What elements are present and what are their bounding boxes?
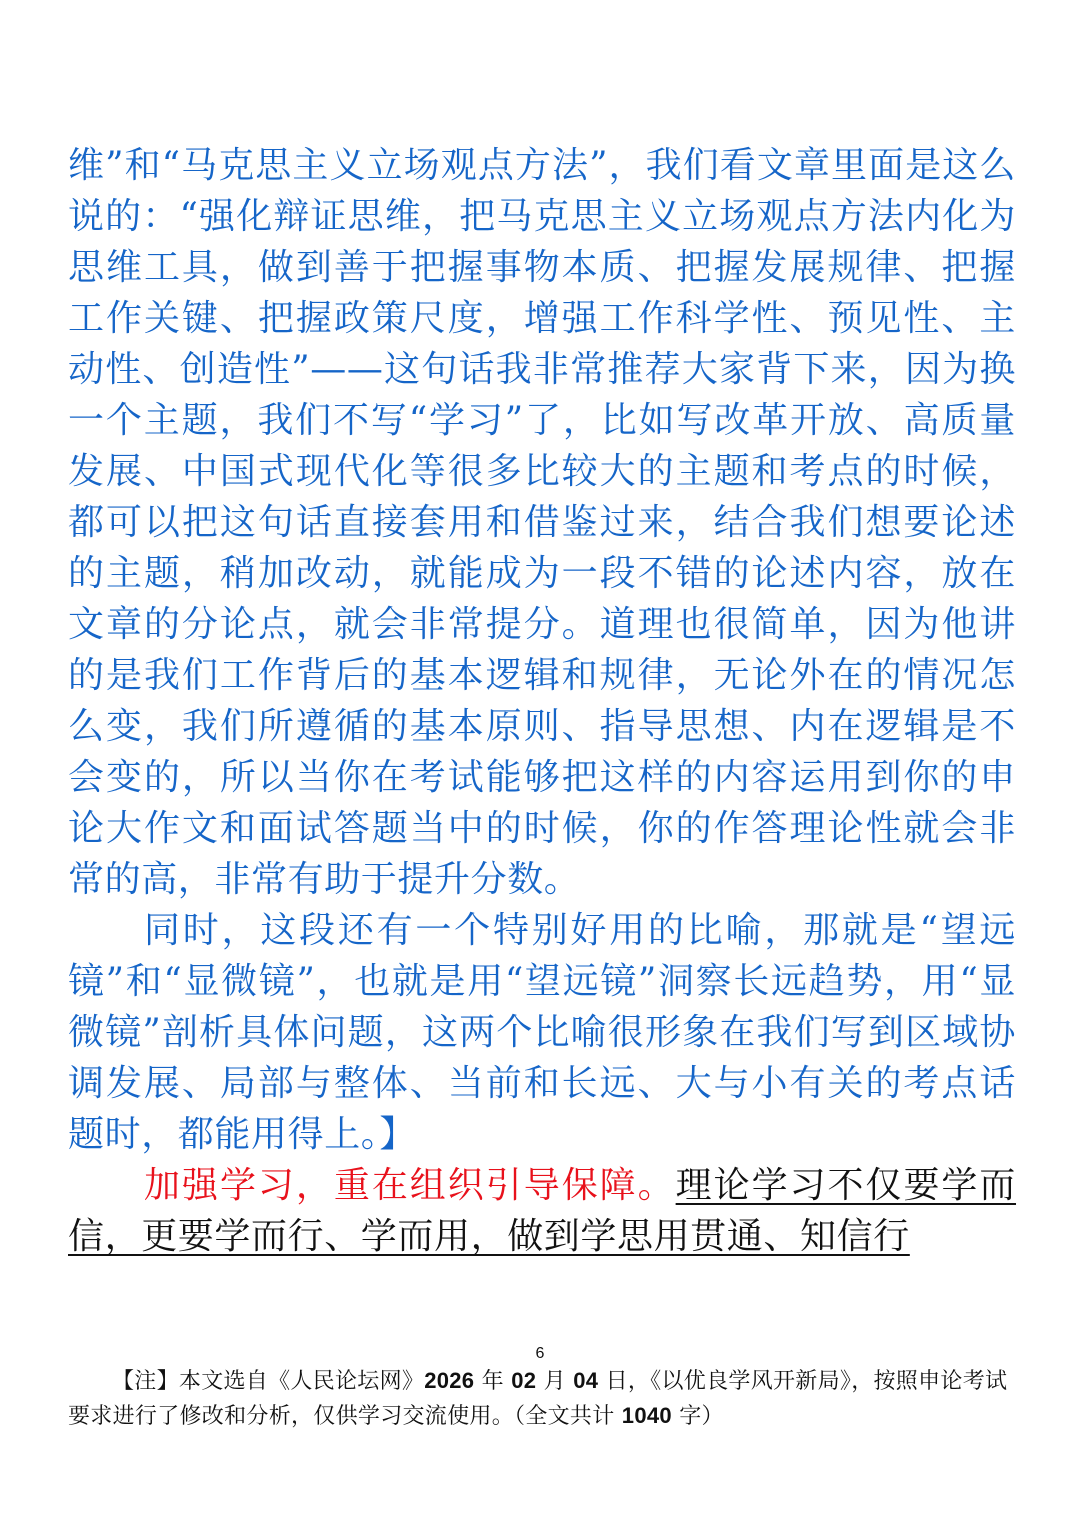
commentary-paragraph-1: 维”和“马克思主义立场观点方法”，我们看文章里面是这么说的：“强化辩证思维，把马克思主义立场观点方法内化为思维工具，做到善于把握事物本质、把握发展规律、把握工作关键、把握政策尺度，增强工作科学性、预见性、主动性、创造性”——这句话我非常推荐大家背下来，因为换一个主题，我们不写“学习”了，比如写改革开放、高质量发展、中国式现代化等很多比较大的主题和考点的时候，都可以把这句话直接套用和借鉴过来，结合我们想要论述的主题，稍加改动，就能成为一段不错的论述内容，放在文章的分论点，就会非常提分。道理也很简单，因为他讲的是我们工作背后的基本逻辑和规律，无论外在的情况怎么变，我们所遵循的基本原则、指导思想、内在逻辑是不会变的，所以当你在考试能够把这样的内容运用到你的申论大作文和面试答题当中的时候，你的作答理论性就会非常的高，非常有助于提升分数。 (68, 145, 1016, 900)
footnote-year-unit: 年 (474, 1369, 512, 1394)
footnote (68, 1364, 1016, 1434)
footnote-text (68, 1364, 1016, 1434)
body-text (68, 140, 1016, 1262)
section-paragraph (68, 1160, 1016, 1262)
footnote-month: 02 (511, 1368, 537, 1393)
footnote-day: 04 (573, 1368, 599, 1393)
page-number: 6 (535, 1345, 545, 1362)
footnote-prefix: 【注】本文选自《人民论坛网》 (112, 1369, 425, 1394)
commentary-paragraph-2: 同时，这段还有一个特别好用的比喻，那就是“望远镜”和“显微镜”，也就是用“望远镜”洞察长远趋势，用“显微镜”剖析具体问题，这两个比喻很形象在我们写到区域协调发展、局部与整体、当前和长远、大与小有关的考点话题时，都能用得上。】 (68, 910, 1016, 1155)
footnote-line2: 申论考试要求进行了修改和分析，仅供学习交流使用。（全文共计 (68, 1369, 1008, 1429)
footnote-count: 1040 (621, 1403, 672, 1428)
footnote-year: 2026 (424, 1368, 475, 1393)
footnote-count-unit: 字） (671, 1404, 724, 1429)
section-text: 理论学习不仅要学而信，更要学而行、学而用，做到学思用贯通、知信行 (68, 1165, 1017, 1257)
section-heading: 加强学习，重在组织引导保障。 (144, 1165, 676, 1206)
footnote-month-unit: 月 (536, 1369, 574, 1394)
footnote-day-unit: 日，《以优良学风开新局》，按照 (598, 1369, 919, 1394)
